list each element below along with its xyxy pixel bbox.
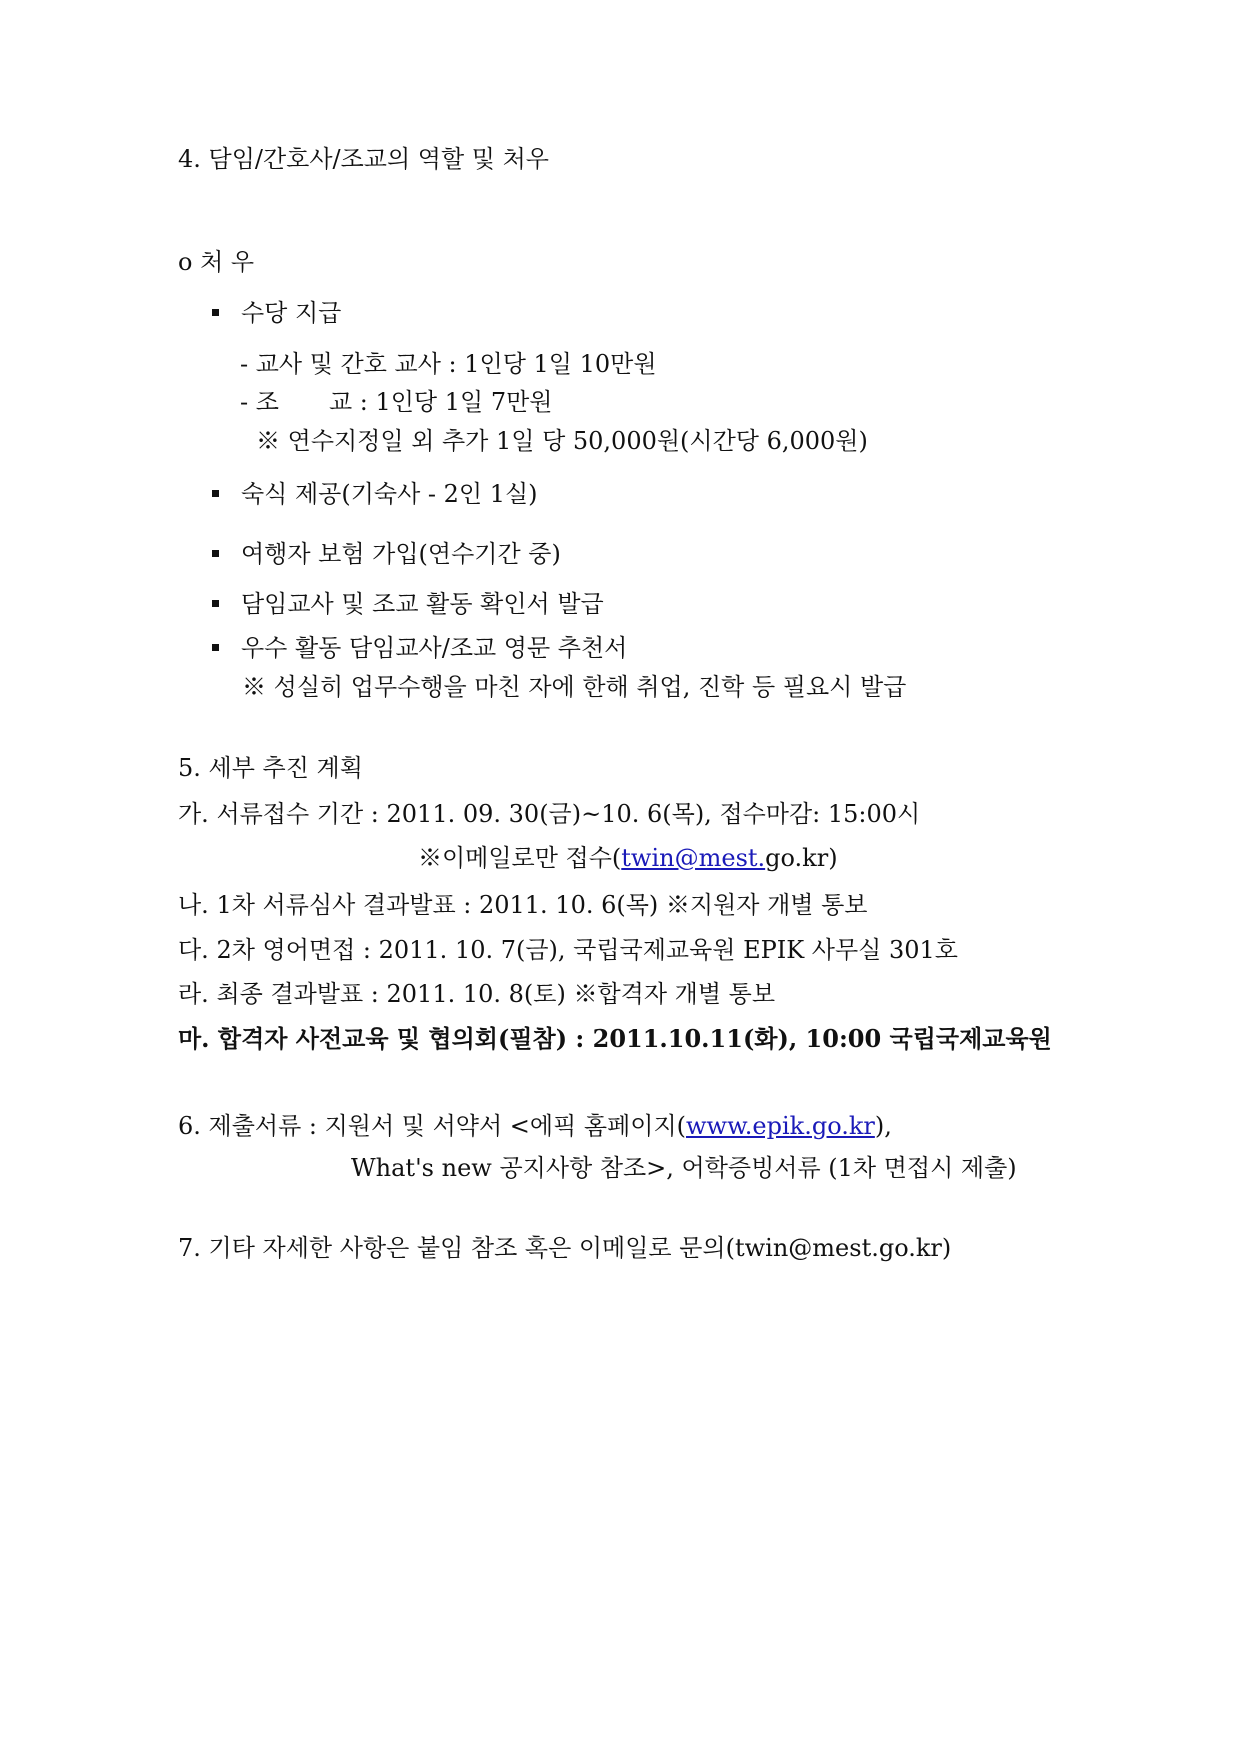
certificate-item: 담임교사 및 조교 활동 확인서 발급 — [212, 589, 604, 619]
section-7: 7. 기타 자세한 사항은 붙임 참조 혹은 이메일로 문의(twin@mest.go.kr) — [178, 1234, 952, 1262]
section-5-heading: 5. 세부 추진 계획 — [178, 754, 363, 782]
schedule-item-d: 라. 최종 결과발표 : 2011. 10. 8(토) ※합격자 개별 통보 — [178, 980, 776, 1008]
recommendation-note: ※ 성실히 업무수행을 마친 자에 한해 취업, 진학 등 필요시 발급 — [242, 673, 907, 701]
bullet-icon — [212, 309, 219, 316]
allowance-note: ※ 연수지정일 외 추가 1일 당 50,000원(시간당 6,000원) — [256, 427, 868, 455]
lodging-item: 숙식 제공(기숙사 - 2인 1실) — [212, 479, 538, 509]
allowance-item: 수당 지급 — [212, 298, 341, 328]
schedule-item-a: 가. 서류접수 기간 : 2011. 09. 30(금)~10. 6(목), 접수마감: 15:00시 — [178, 800, 921, 828]
bullet-icon — [212, 490, 219, 497]
schedule-item-e: 마. 합격자 사전교육 및 협의회(필참) : 2011.10.11(화), 10:00 국립국제교육원 — [178, 1024, 1052, 1053]
insurance-item: 여행자 보험 가입(연수기간 중) — [212, 539, 561, 569]
schedule-item-b: 나. 1차 서류심사 결과발표 : 2011. 10. 6(목) ※지원자 개별 통보 — [178, 891, 868, 919]
bullet-icon — [212, 600, 219, 607]
bullet-icon — [212, 550, 219, 557]
schedule-item-c: 다. 2차 영어면접 : 2011. 10. 7(금), 국립국제교육원 EPIK 사무실 301호 — [178, 936, 958, 964]
schedule-item-a-note: ※이메일로만 접수(twin@mest.go.kr) — [418, 844, 838, 872]
bullet-icon — [212, 644, 219, 651]
allowance-teacher: - 교사 및 간호 교사 : 1인당 1일 10만원 — [240, 350, 657, 378]
email-link[interactable]: twin@mest. — [621, 844, 766, 872]
homepage-link[interactable]: www.epik.go.kr — [686, 1112, 875, 1140]
section-6-line2: What's new 공지사항 참조>, 어학증빙서류 (1차 면접시 제출) — [351, 1154, 1017, 1182]
section-4-heading: 4. 담임/간호사/조교의 역할 및 처우 — [178, 145, 549, 173]
treatment-subheading: o 처 우 — [178, 248, 255, 276]
allowance-assistant: - 조 교 : 1인당 1일 7만원 — [240, 388, 553, 416]
section-6-line1: 6. 제출서류 : 지원서 및 서약서 <에픽 홈페이지(www.epik.go.kr), — [178, 1112, 892, 1140]
recommendation-item: 우수 활동 담임교사/조교 영문 추천서 — [212, 633, 627, 663]
